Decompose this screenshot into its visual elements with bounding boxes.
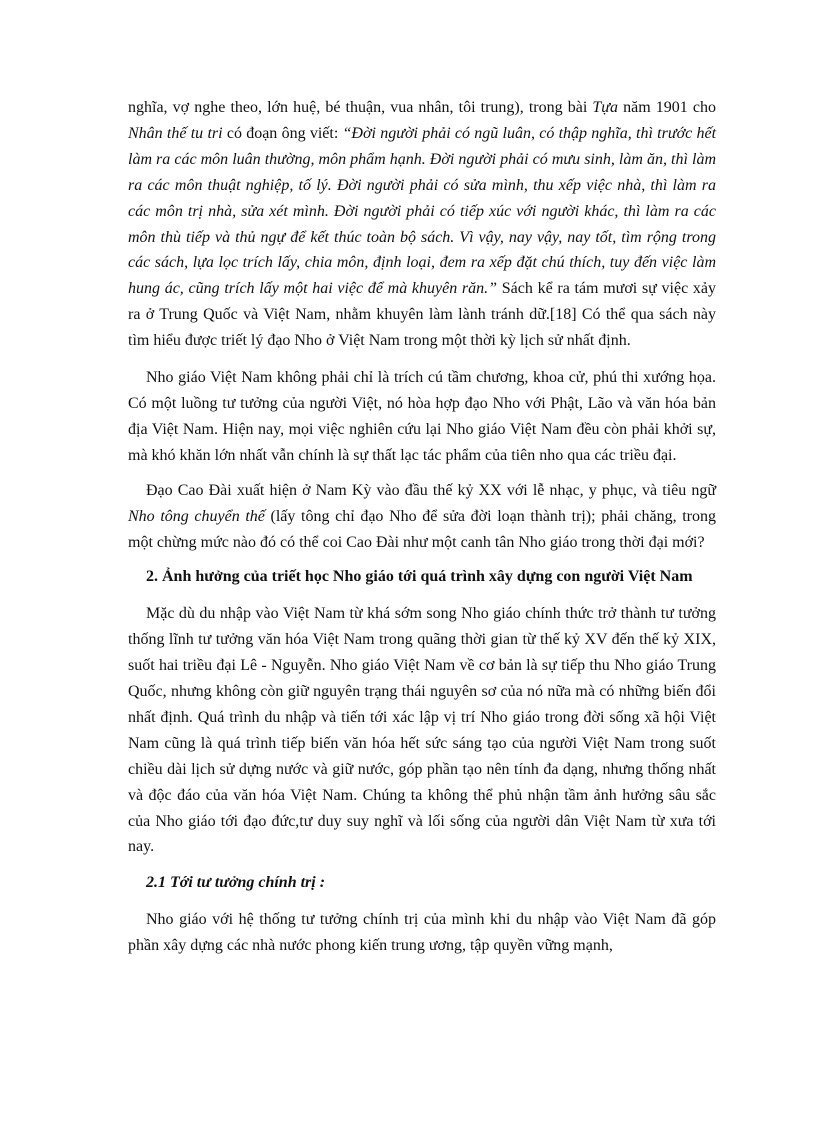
- text-run-italic: Tựa: [592, 99, 619, 116]
- paragraph-cao-dai: [128, 478, 716, 556]
- text-run: Đạo Cao Đài xuất hiện ở Nam Kỳ vào đầu thế kỷ XX với lễ nhạc, y phục, và tiêu ngữ: [146, 481, 716, 499]
- text-run: có đoạn ông viết:: [222, 124, 343, 142]
- text-run: nghĩa, vợ nghe theo, lớn huệ, bé thuận, vua nhân, tôi trung), trong bài: [128, 99, 593, 116]
- quotation: “Đời người phải có ngũ luân, có thập nghĩa, thì trước hết làm ra các môn luân thường, môn phẩm hạnh. Đời người phải có mưu sinh, làm ăn, thì làm ra các môn thuật nghiệp, tố lý. Đời người phải có sửa mình, thu xếp việc nhà, thì làm ra các môn trị nhà, sửa xét mình. Đời người phải có tiếp xúc với người khác, thì làm ra các môn thù tiếp và thủ ngự để kết thúc toàn bộ sách. Vì vậy, nay vậy, nay tốt, tìm rộng trong các sách, lựa lọc trích lấy, chia môn, định loại, đem ra xếp đặt chú thích, tuy đến việc làm hung ác, cũng trích lấy một hai việc để mà khuyên răn.”: [128, 124, 717, 298]
- section-heading-2-1: 2.1 Tới tư tưởng chính trị :: [146, 874, 326, 892]
- motto: Nho tông chuyển thế: [128, 507, 265, 525]
- section-heading-2: 2. Ảnh hưởng của triết học Nho giáo tới quá trình xây dựng con người Việt Nam: [146, 568, 693, 586]
- document-page: [128, 95, 716, 959]
- paragraph-nho-giao-viet-nam: Nho giáo Việt Nam không phải chỉ là trích cú tầm chương, khoa cử, phú thi xướng họa. Có một luồng tư tưởng của người Việt, nó hòa hợp đạo Nho với Phật, Lão và văn hóa bản địa Việt Nam. Hiện nay, mọi việc nghiên cứu lại Nho giáo Việt Nam đều còn phải khởi sự, mà khó khăn lớn nhất vẫn chính là sự thất lạc tác phẩm của tiên nho qua các triều đại.: [128, 369, 716, 464]
- text-run: Sách kể ra tám mươi sự việc xảy ra ở Trung Quốc và Việt Nam, nhằm khuyên làm lành tránh dữ.[18] Có thể qua sách này tìm hiểu được triết lý đạo Nho ở Việt Nam trong một thời kỳ lịch sử nhất định.: [128, 280, 717, 350]
- paragraph-political-thought: Nho giáo với hệ thống tư tưởng chính trị của mình khi du nhập vào Việt Nam đã góp phần xây dựng các nhà nước phong kiến trung ương, tập quyền vững mạnh,: [128, 911, 716, 955]
- paragraph-influence: Mặc dù du nhập vào Việt Nam từ khá sớm song Nho giáo chính thức trở thành tư tưởng thống lĩnh tư tưởng văn hóa Việt Nam trong quãng thời gian từ thế kỷ XV đến thế kỷ XIX, suốt hai triều đại Lê - Nguyễn. Nho giáo Việt Nam về cơ bản là sự tiếp thu Nho giáo Trung Quốc, nhưng không còn giữ nguyên trạng thái nguyên sơ của nó nữa mà có những biến đổi nhất định. Quá trình du nhập và tiến tới xác lập vị trí Nho giáo trong đời sống xã hội Việt Nam cũng là quá trình tiếp biến văn hóa hết sức sáng tạo của người Việt Nam trong suốt chiều dài lịch sử dựng nước và giữ nước, góp phần tạo nên tính đa dạng, nhưng thống nhất và độc đáo của văn hóa Việt Nam. Chúng ta không thể phủ nhận tầm ảnh hưởng sâu sắc của Nho giáo tới đạo đức,tư duy suy nghĩ và lối sống của người dân Việt Nam từ xưa tới nay.: [128, 605, 716, 856]
- text-run: năm 1901 cho: [618, 99, 716, 116]
- paragraph-continuation: [128, 95, 716, 354]
- book-title: Nhân thế tu tri: [128, 124, 223, 142]
- text-run: (lấy tông chỉ đạo Nho để sửa đời loạn thành trị); phải chăng, trong một chừng mức nào đó có thể coi Cao Đài như một canh tân Nho giáo trong thời đại mới?: [128, 507, 716, 551]
